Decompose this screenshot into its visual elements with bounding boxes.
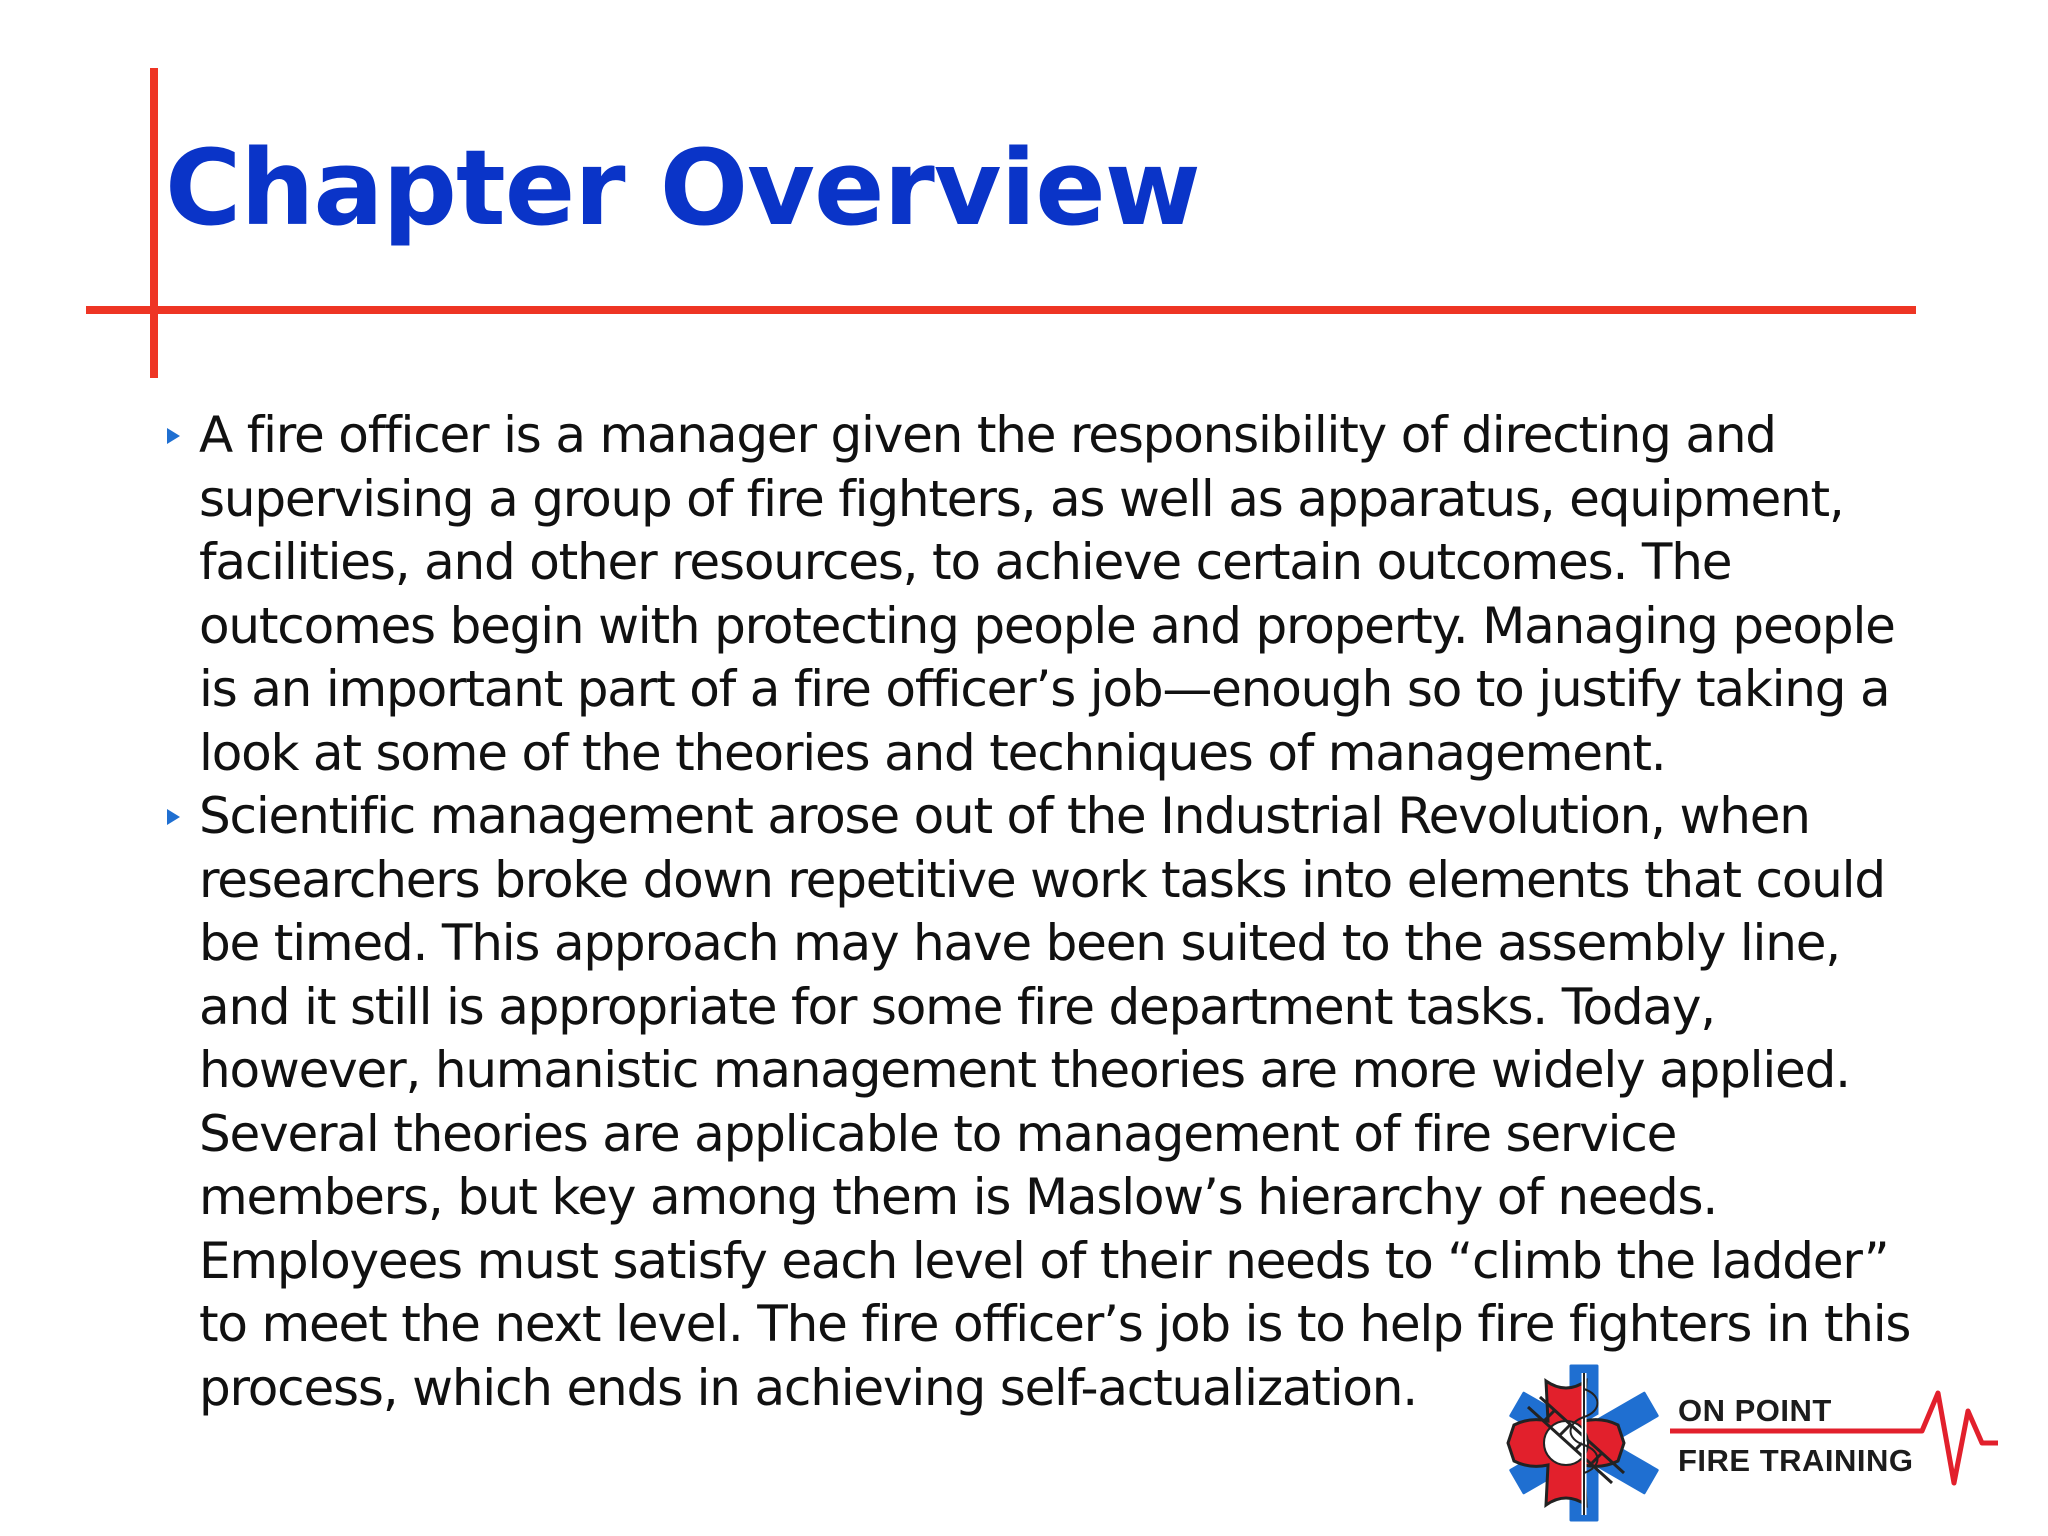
- bullet-arrow-icon: [167, 428, 180, 444]
- accent-rule-horizontal: [86, 306, 1916, 314]
- bullet-text: A fire officer is a manager given the responsibility of directing and supervising a group of fire fighters, as well as apparatus, equipment, facilities, and other resources, to achieve certain outcomes. The outcomes begin with protecting people and property. Managing people is an important part of a fire officer’s job—enough so to justify taking a look at some of the theories and techniques of management.: [199, 406, 1895, 782]
- on-point-fire-training-logo: [1492, 1355, 2004, 1530]
- logo-text-line1: ON POINT: [1678, 1393, 1832, 1428]
- bullet-item: [165, 404, 1925, 785]
- bullet-arrow-icon: [167, 809, 180, 825]
- accent-rule-vertical: [150, 68, 158, 378]
- bullet-item: [165, 785, 1925, 1420]
- bullet-text: Scientific management arose out of the Industrial Revolution, when researchers broke down repetitive work tasks into elements that could be timed. This approach may have been suited to the assembly line, and it still is appropriate for some fire department tasks. Today, however, humanistic management theories are more widely applied. Several theories are applicable to management of fire service members, but key among them is Maslow’s hierarchy of needs. Employees must satisfy each level of their needs to “climb the ladder” to meet the next level. The fire officer’s job is to help fire fighters in this process, which ends in achieving self-actualization.: [199, 787, 1911, 1417]
- logo-text-line2: FIRE TRAINING: [1678, 1443, 1914, 1478]
- slide-title: Chapter Overview: [165, 127, 1200, 249]
- bullet-list: [165, 404, 1925, 1420]
